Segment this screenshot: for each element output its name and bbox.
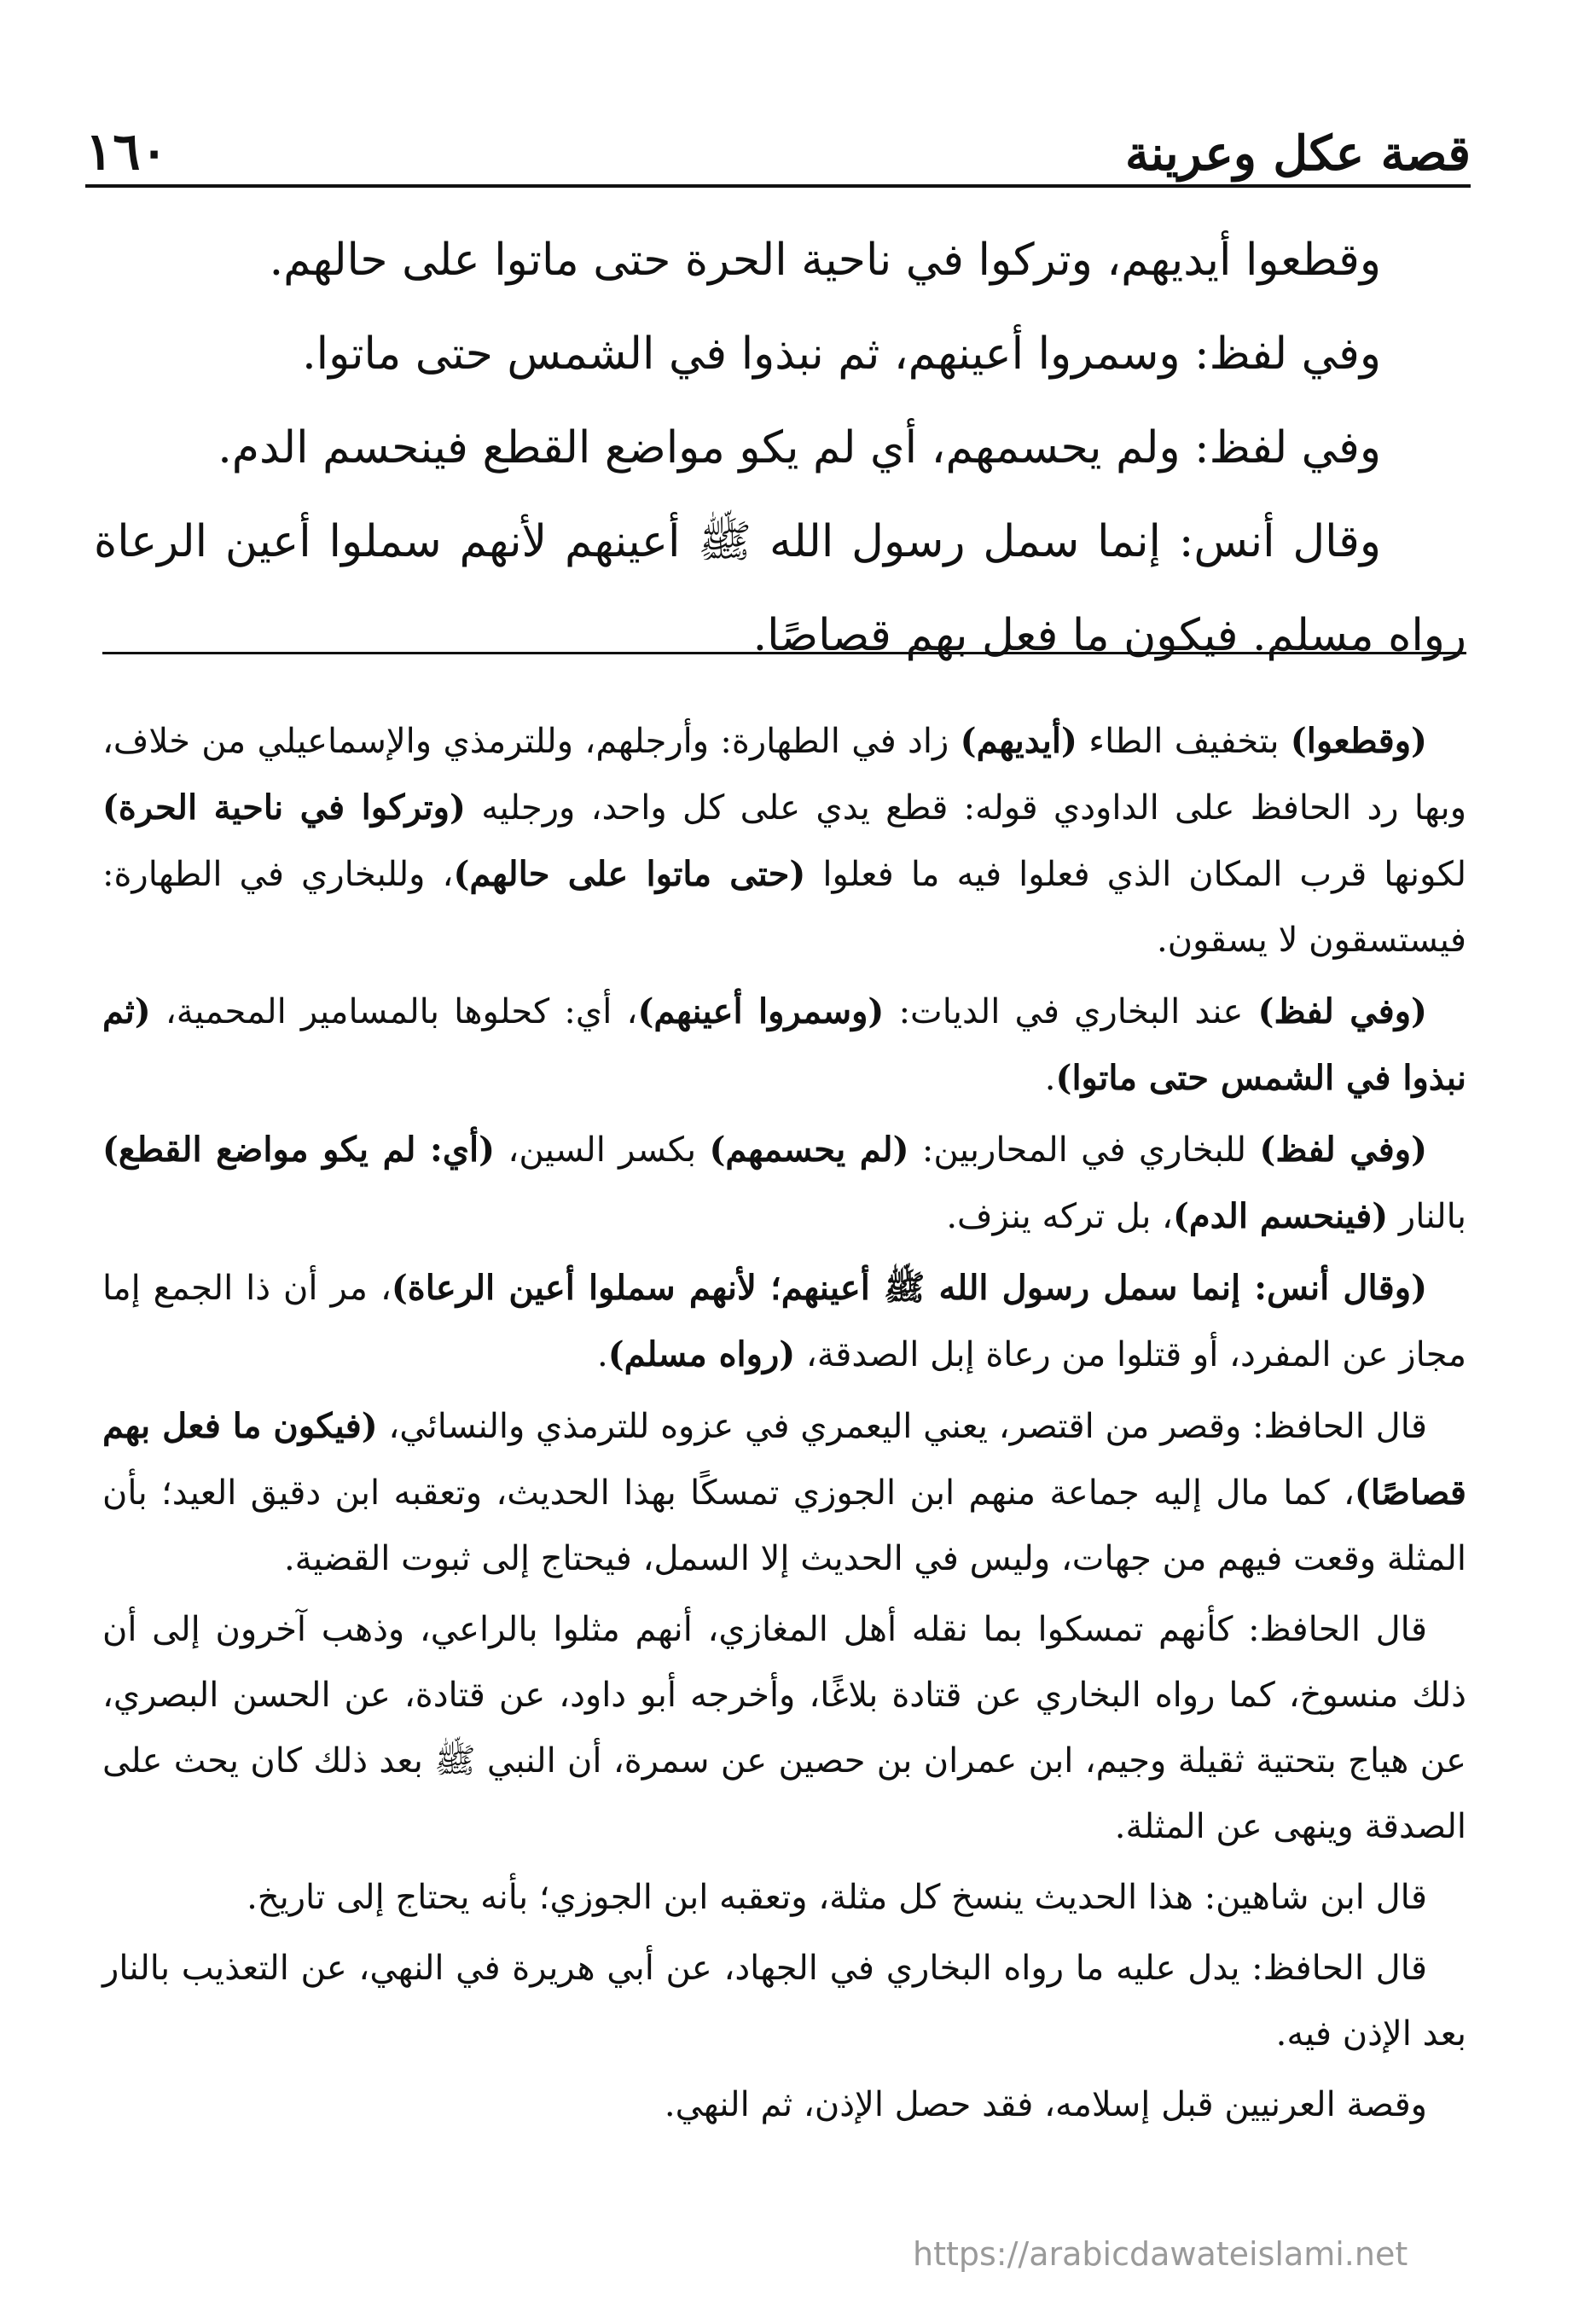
commentary-paragraph xyxy=(102,1117,1466,1250)
note-text: ، مر أن ذا الجمع إما مجاز عن المفرد، أو قتلوا من رعاة إبل الصدقة، xyxy=(102,1269,1466,1374)
note-text: بتخفيف الطاء xyxy=(1077,722,1291,761)
commentary-paragraph xyxy=(102,708,1466,973)
bold-quote: (وقال أنس: إنما سمل رسول الله ﷺ أعينهم؛ لأنهم سملوا أعين الرعاة) xyxy=(391,1268,1428,1308)
note-text: بالنار xyxy=(1388,1197,1466,1236)
bold-quote: (أي: لم يكو مواضع القطع) xyxy=(102,1130,496,1170)
commentary-paragraph xyxy=(102,1255,1466,1388)
note-text: . xyxy=(597,1335,608,1374)
footnote-separator xyxy=(102,652,1466,654)
bold-quote: (فينحسم الدم) xyxy=(1172,1196,1389,1236)
note-text: ، وللبخاري في الطهارة: فيستسقون لا يسقون. xyxy=(102,855,1466,960)
note-text: لكونها قرب المكان الذي فعلوا فيه ما فعلوا xyxy=(805,855,1467,894)
bold-quote: (وسمروا أعينهم) xyxy=(637,991,885,1031)
bold-quote: (وقطعوا) xyxy=(1290,721,1427,761)
watermark-url: https://arabicdawateislami.net xyxy=(913,2235,1408,2273)
main-paragraph: وقال أنس: إنما سمل رسول الله ﷺ أعينهم لأنهم سملوا أعين الرعاة رواه مسلم. فيكون ما فعل بهم قصاصًا. xyxy=(94,516,1466,661)
bold-quote: (ثم نبذوا في الشمس حتى ماتوا) xyxy=(102,991,1466,1098)
note-text: ، بل تركه ينزف. xyxy=(946,1197,1173,1236)
commentary-paragraph xyxy=(102,979,1466,1112)
bold-quote: (فيكون ما فعل بهم قصاصًا) xyxy=(102,1406,1466,1513)
commentary-paragraph: قال الحافظ: يدل عليه ما رواه البخاري في الجهاد، عن أبي هريرة في النهي، عن التعذيب بالنار بعد الإذن فيه. xyxy=(102,1949,1466,2054)
note-text: زاد في الطهارة: وأرجلهم، وللترمذي والإسماعيلي من خلاف، وبها رد الحافظ على الداودي قوله: قطع يدي على كل واحد، ورجليه xyxy=(102,722,1467,828)
bold-quote: (حتى ماتوا على حالهم) xyxy=(453,854,806,894)
main-paragraph: وفي لفظ: وسمروا أعينهم، ثم نبذوا في الشمس حتى ماتوا. xyxy=(302,328,1381,380)
note-text: قال الحافظ: وقصر من اقتصر، يعني اليعمري في عزوه للترمذي والنسائي، xyxy=(377,1407,1427,1446)
note-text: للبخاري في المحاربين: xyxy=(908,1130,1260,1170)
page-header xyxy=(85,92,1471,182)
main-paragraph: وقطعوا أيديهم، وتركوا في ناحية الحرة حتى ماتوا على حالهم. xyxy=(269,235,1381,286)
commentary xyxy=(102,708,1466,2143)
bold-quote: (أيديهم) xyxy=(960,721,1077,761)
bold-quote: (رواه مسلم) xyxy=(607,1334,796,1374)
running-title: قصة عكل وعرينة xyxy=(1125,125,1471,182)
note-text: ، كما مال إليه جماعة منهم ابن الجوزي تمسكًا بهذا الحديث، وتعقبه ابن دقيق العيد؛ بأن المثلة وقعت فيهم من جهات، وليس في الحديث إلا السمل، فيحتاج إلى ثبوت القضية. xyxy=(102,1473,1466,1578)
header-rule xyxy=(85,184,1471,188)
note-text: . xyxy=(1044,1059,1056,1098)
note-text: بكسر السين، xyxy=(495,1130,710,1170)
commentary-paragraph: قال ابن شاهين: هذا الحديث ينسخ كل مثلة، وتعقبه ابن الجوزي؛ بأنه يحتاج إلى تاريخ. xyxy=(247,1878,1427,1917)
main-paragraph: وفي لفظ: ولم يحسمهم، أي لم يكو مواضع القطع فينحسم الدم. xyxy=(218,422,1381,474)
commentary-paragraph xyxy=(102,1393,1466,1592)
note-text: ، أي: كحلوها بالمسامير المحمية، xyxy=(150,992,638,1031)
commentary-paragraph: وقصة العرنيين قبل إسلامه، فقد حصل الإذن، ثم النهي. xyxy=(664,2085,1427,2124)
page-number: ١٦٠ xyxy=(85,122,168,182)
bold-quote: (وفي لفظ) xyxy=(1259,1130,1427,1170)
bold-quote: (وفي لفظ) xyxy=(1257,991,1427,1031)
bold-quote: (وتركوا في ناحية الحرة) xyxy=(102,787,466,828)
commentary-paragraph: قال الحافظ: كأنهم تمسكوا بما نقله أهل المغازي، أنهم مثلوا بالراعي، وذهب آخرون إلى أن ذلك منسوخ، كما رواه البخاري عن قتادة بلاغًا، وأخرجه أبو داود، عن قتادة، عن الحسن البصري، عن هياج بتحتية ثقيلة وجيم، ابن عمران بن حصين عن سمرة، أن النبي ﷺ بعد ذلك كان يحث على الصدقة وينهى عن المثلة. xyxy=(102,1610,1466,1846)
note-text: عند البخاري في الديات: xyxy=(884,992,1258,1031)
bold-quote: (لم يحسمهم) xyxy=(709,1130,909,1170)
main-text xyxy=(94,213,1466,683)
